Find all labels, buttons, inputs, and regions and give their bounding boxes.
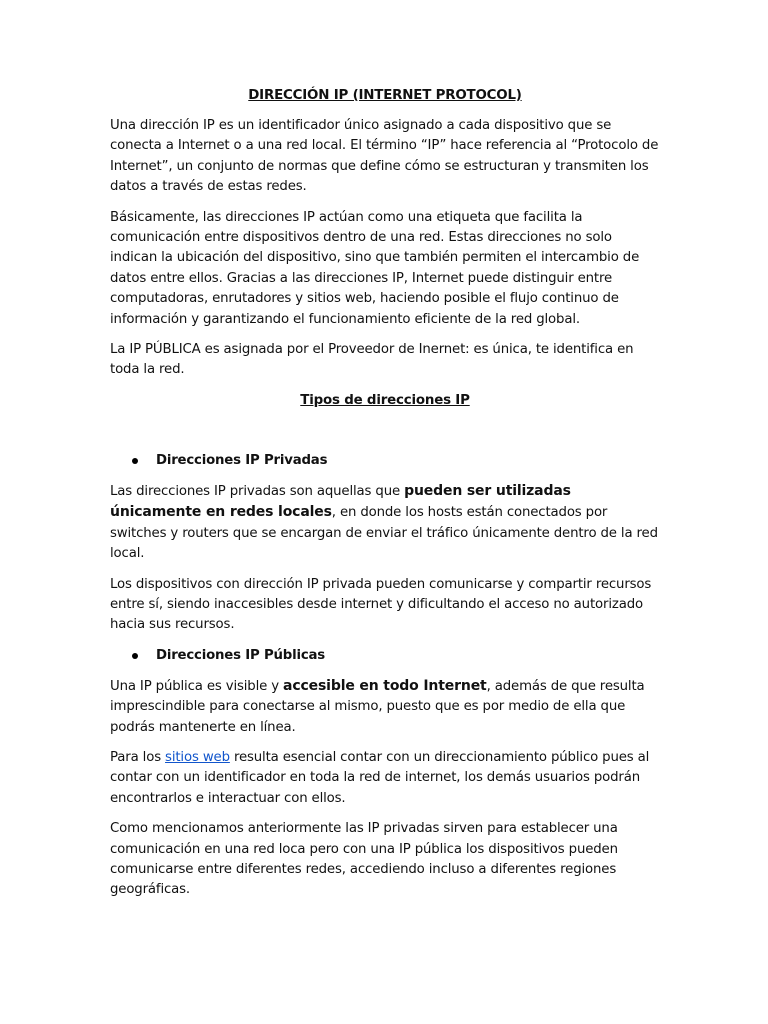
paragraph-public-ip-note: La IP PÚBLICA es asignada por el Proveedor de Inernet: es única, te identifica en toda la red. [110, 342, 634, 378]
paragraph-private-ip-devices: Los dispositivos con dirección IP privada pueden comunicarse y compartir recursos entre sí, siendo inaccesibles desde internet y dificultando el acceso no autorizado hacia sus recursos. [110, 576, 652, 633]
public-ip-text-after: , además de que resulta imprescindible para conectarse al mismo, puesto que es por medio de ella que podrás mantenerte en línea. [110, 678, 645, 735]
bullet-private-ip [110, 451, 660, 471]
websites-text-after: resulta esencial contar con un direccionamiento público pues al contar con un identificador en toda la red de internet, los demás usuarios podrán encontrarlos e interactuar con ellos. [110, 749, 650, 806]
document-title: DIRECCIÓN IP (INTERNET PROTOCOL) [248, 88, 522, 103]
paragraph-websites [110, 748, 660, 809]
paragraph-public-ip-definition [110, 676, 660, 738]
public-ip-text-before: Una IP pública es visible y [110, 678, 284, 694]
bullet-dot-icon [132, 653, 138, 659]
bullet-public-ip-label: Direcciones IP Públicas [156, 647, 325, 663]
websites-text-before: Para los [110, 749, 166, 765]
public-ip-bold-text: accesible en todo Internet [283, 677, 487, 694]
sitios-web-link[interactable]: sitios web [165, 749, 230, 765]
bullet-private-ip-label: Direcciones IP Privadas [156, 452, 328, 468]
bullet-public-ip [110, 646, 660, 666]
private-ip-bold-text: pueden ser utilizadas únicamente en redes locales [110, 482, 571, 521]
section-subtitle: Tipos de direcciones IP [300, 392, 470, 408]
paragraph-conclusion: Como mencionamos anteriormente las IP privadas sirven para establecer una comunicación en una red loca pero con una IP pública los dispositivos pueden comunicarse entre diferentes redes, accediendo incluso a diferentes regiones geográficas. [110, 821, 618, 898]
bullet-dot-icon [132, 458, 138, 464]
paragraph-private-ip-definition [110, 481, 660, 565]
private-ip-text-after: , en donde los hosts están conectados por switches y routers que se encargan de enviar el tráfico únicamente dentro de la red local. [110, 505, 658, 562]
private-ip-text-before: Las direcciones IP privadas son aquellas que [110, 483, 405, 499]
paragraph-ip-definition: Una dirección IP es un identificador único asignado a cada dispositivo que se conecta a Internet o a una red local. El término “IP” hace referencia al “Protocolo de Internet”, un conjunto de normas que define cómo se estructuran y transmiten los datos a través de estas redes. [110, 118, 659, 195]
paragraph-ip-function: Básicamente, las direcciones IP actúan como una etiqueta que facilita la comunicación entre dispositivos dentro de una red. Estas direcciones no solo indican la ubicación del dispositivo, sino que también permiten el intercambio de datos entre ellos. Gracias a las direcciones IP, Internet puede distinguir entre computadoras, enrutadores y sitios web, haciendo posible el flujo continuo de información y garantizando el funcionamiento eficiente de la red global. [110, 209, 640, 327]
